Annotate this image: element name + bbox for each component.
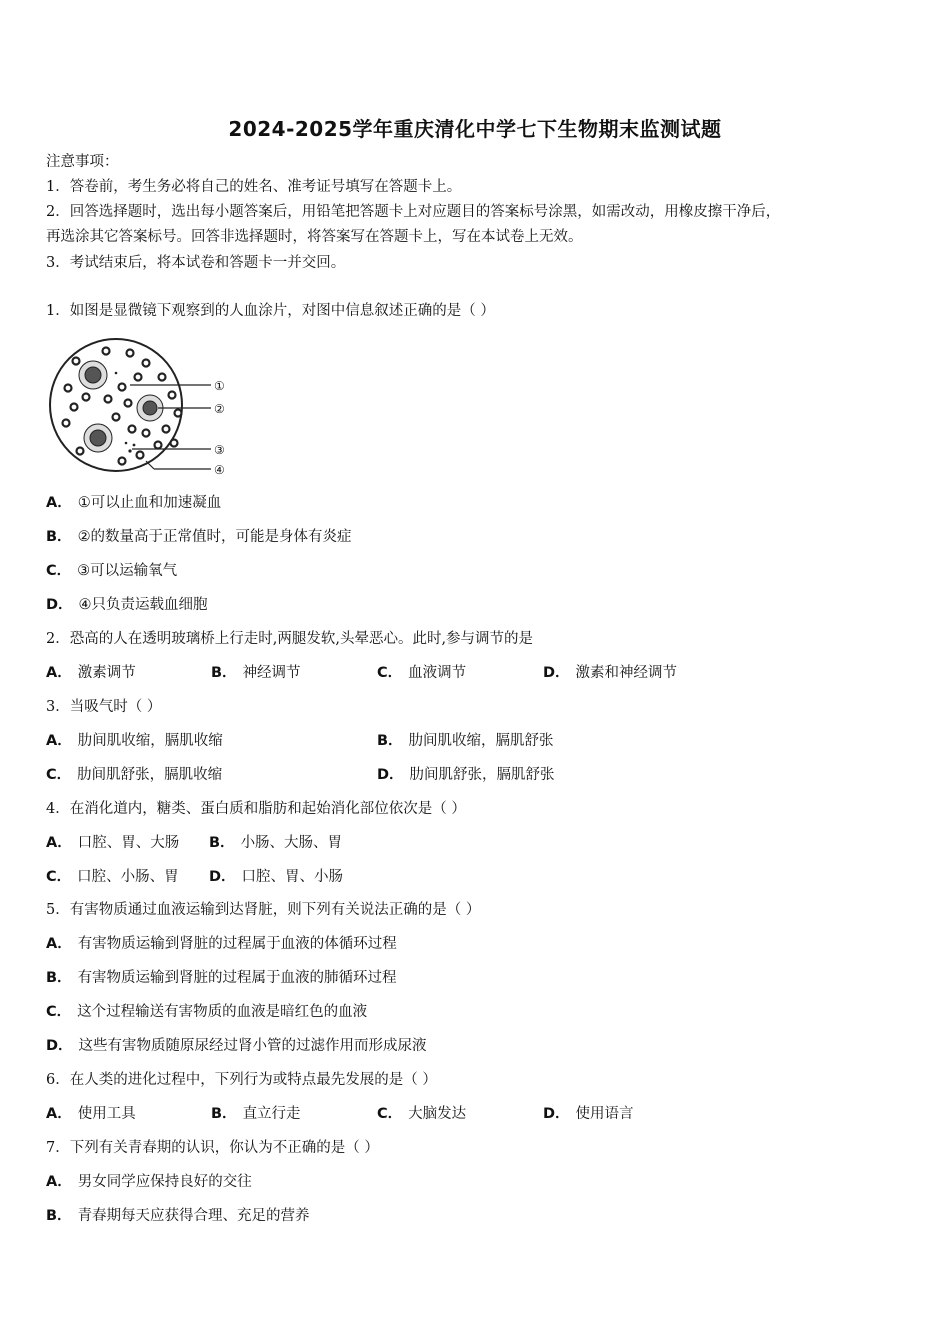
- figure-label: ①: [214, 379, 225, 393]
- notice-heading: 注意事项：: [46, 154, 119, 170]
- figure-label: ③: [214, 443, 225, 457]
- page-title: 2024-2025学年重庆清化中学七下生物期末监测试题: [228, 117, 722, 141]
- option: B． 直立行走: [211, 1106, 301, 1122]
- question-5-stem: 5．有害物质通过血液运输到达肾脏，则下列有关说法正确的是（ ）: [46, 902, 481, 918]
- question-4-stem: 4．在消化道内，糖类、蛋白质和脂肪和起始消化部位依次是（ ）: [46, 801, 466, 817]
- question-6-stem: 6．在人类的进化过程中，下列行为或特点最先发展的是（ ）: [46, 1072, 437, 1088]
- option: C． 大脑发达: [377, 1106, 467, 1122]
- option: A． 有害物质运输到肾脏的过程属于血液的体循环过程: [46, 936, 397, 952]
- option: B． 神经调节: [211, 665, 301, 681]
- notice-item: 再选涂其它答案标号。回答非选择题时，将答案写在答题卡上，写在本试卷上无效。: [46, 229, 583, 245]
- figure-label: ④: [214, 463, 225, 477]
- notice-item: 1．答卷前，考生务必将自己的姓名、准考证号填写在答题卡上。: [46, 179, 462, 195]
- option: D． 这些有害物质随原尿经过肾小管的过滤作用而形成尿液: [46, 1038, 427, 1054]
- option: B． 有害物质运输到肾脏的过程属于血液的肺循环过程: [46, 970, 397, 986]
- option: A． 使用工具: [46, 1106, 136, 1122]
- option: D． 激素和神经调节: [543, 665, 678, 681]
- option: C． 这个过程输送有害物质的血液是暗红色的血液: [46, 1004, 368, 1020]
- option: A． ①可以止血和加速凝血: [46, 495, 222, 511]
- option: A． 口腔、胃、大肠: [46, 835, 180, 851]
- notice-item: 3．考试结束后，将本试卷和答题卡一并交回。: [46, 255, 346, 271]
- option: C． 血液调节: [377, 665, 467, 681]
- figure-label: ②: [214, 402, 225, 416]
- notice-item: 2．回答选择题时，选出每小题答案后，用铅笔把答题卡上对应题目的答案标号涂黑，如需改动，用橡皮擦干净后，: [46, 204, 781, 220]
- option: D． ④只负责运载血细胞: [46, 597, 208, 613]
- question-7-stem: 7．下列有关青春期的认识，你认为不正确的是（ ）: [46, 1140, 379, 1156]
- question-1-stem: 1．如图是显微镜下观察到的人血涂片，对图中信息叙述正确的是（ ）: [46, 303, 495, 319]
- option: A． 激素调节: [46, 665, 136, 681]
- option: D． 口腔、胃、小肠: [209, 869, 344, 885]
- question-2-stem: 2．恐高的人在透明玻璃桥上行走时,两腿发软,头晕恶心。此时,参与调节的是: [46, 631, 534, 647]
- option: C． ③可以运输氧气: [46, 563, 178, 579]
- option: B． ②的数量高于正常值时，可能是身体有炎症: [46, 529, 352, 545]
- option: D． 肋间肌舒张，膈肌舒张: [377, 767, 555, 783]
- option: A． 男女同学应保持良好的交往: [46, 1174, 252, 1190]
- option: B． 小肠、大肠、胃: [209, 835, 343, 851]
- question-3-stem: 3．当吸气时（ ）: [46, 699, 162, 715]
- option: C． 口腔、小肠、胃: [46, 869, 179, 885]
- blood-smear-figure: [46, 333, 236, 483]
- option: B． 青春期每天应获得合理、充足的营养: [46, 1208, 310, 1224]
- option: D． 使用语言: [543, 1106, 634, 1122]
- option: A． 肋间肌收缩，膈肌收缩: [46, 733, 223, 749]
- option: B． 肋间肌收缩，膈肌舒张: [377, 733, 554, 749]
- option: C． 肋间肌舒张，膈肌收缩: [46, 767, 223, 783]
